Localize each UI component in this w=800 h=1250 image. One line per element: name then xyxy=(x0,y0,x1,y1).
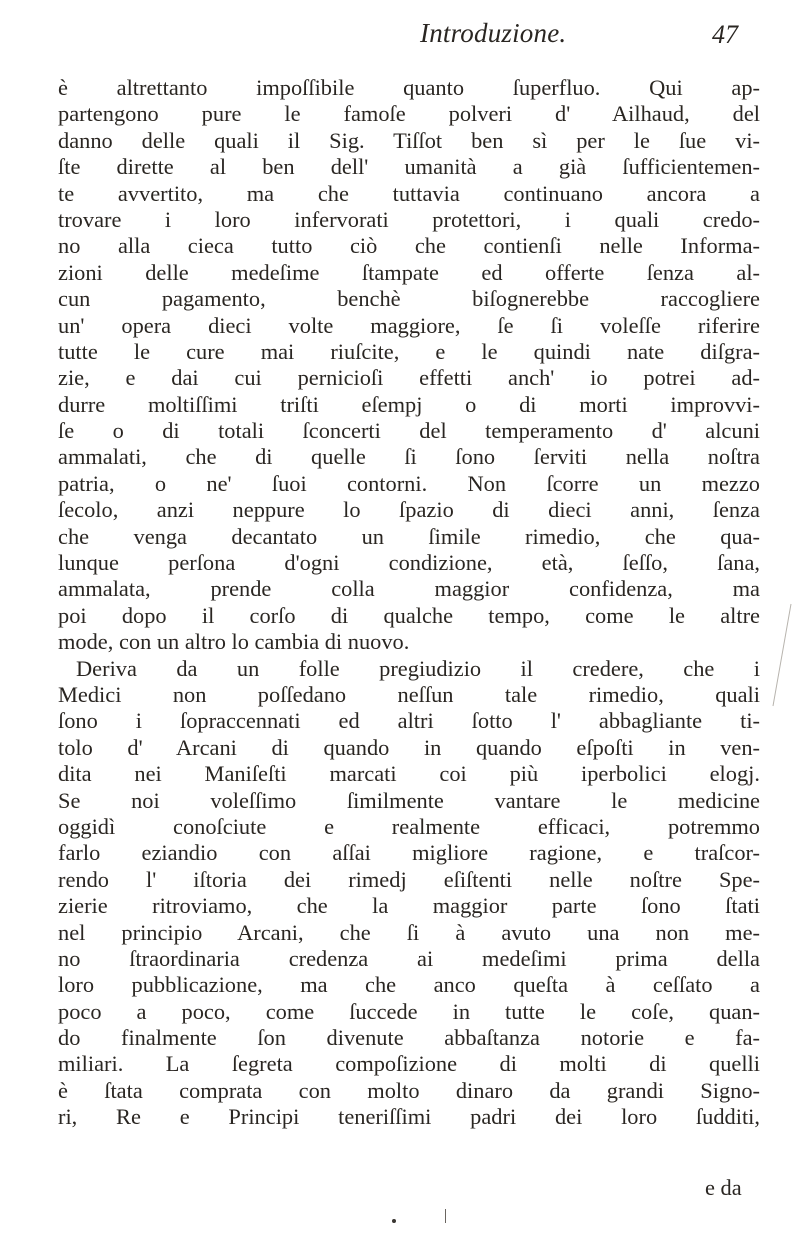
text-line: zie, e dai cui pernicioſi effetti anch' io potrei ad- xyxy=(58,365,760,391)
text-line: ſe o di totali ſconcerti del temperamento d' alcuni xyxy=(58,418,760,444)
text-line: un' opera dieci volte maggiore, ſe ſi voleſſe riferire xyxy=(58,312,760,338)
text-line: danno delle quali il Sig. Tiſſot ben sì per le ſue vi- xyxy=(58,127,760,153)
text-line: miliari. La ſegreta compoſizione di molti di quelli xyxy=(58,1051,760,1077)
ink-spot xyxy=(392,1219,396,1223)
text-line: ammalati, che di quelle ſi ſono ſerviti nella noſtra xyxy=(58,444,760,470)
catchword: e da xyxy=(705,1175,742,1200)
page-header xyxy=(60,8,760,48)
text-line: è ſtata comprata con molto dinaro da grandi Signo- xyxy=(58,1077,760,1103)
text-line: no ſtraordinaria credenza ai medeſimi prima della xyxy=(58,945,760,971)
text-line: nel principio Arcani, che ſi à avuto una non me- xyxy=(58,919,760,945)
page-number: 47 xyxy=(712,20,738,49)
text-line: do finalmente ſon divenute abbaſtanza notorie e fa- xyxy=(58,1025,760,1051)
text-line: Se noi voleſſimo ſimilmente vantare le medicine xyxy=(58,787,760,813)
text-line: farlo eziandio con aſſai migliore ragione, e traſcor- xyxy=(58,840,760,866)
paragraph-start-line: Deriva da un folle pregiudizio il credere, che i xyxy=(76,655,760,681)
text-line: no alla cieca tutto ciò che contienſi nelle Informa- xyxy=(58,233,760,259)
ink-tick xyxy=(445,1209,446,1223)
text-line: te avvertito, ma che tuttavia continuano ancora a xyxy=(58,180,760,206)
text-line: ammalata, prende colla maggior confidenza, ma xyxy=(58,576,760,602)
text-line: ſte dirette al ben dell' umanità a già ſufficientemen- xyxy=(58,154,760,180)
text-line: poco a poco, come ſuccede in tutte le coſe, quan- xyxy=(58,998,760,1024)
text-line: è altrettanto impoſſibile quanto ſuperfluo. Qui ap- xyxy=(58,75,760,100)
text-line: zierie ritroviamo, che la maggior parte ſono ſtati xyxy=(58,893,760,919)
body-text xyxy=(58,75,760,1131)
text-line: Medici non poſſedano neſſun tale rimedio, quali xyxy=(58,681,760,707)
paragraph-end-line: mode, con un altro lo cambia di nuovo. xyxy=(58,629,410,655)
text-line: oggidì conoſciute e realmente efficaci, potremmo xyxy=(58,813,760,839)
text-line: tolo d' Arcani di quando in quando eſpoſti in ven- xyxy=(58,734,760,760)
text-line: lunque perſona d'ogni condizione, età, ſeſſo, ſana, xyxy=(58,550,760,576)
text-line: ſono i ſopraccennati ed altri ſotto l' abbagliante ti- xyxy=(58,708,760,734)
text-line: loro pubblicazione, ma che anco queſta à ceſſato a xyxy=(58,972,760,998)
running-title: Introduzione. xyxy=(420,18,567,48)
text-line: ſecolo, anzi neppure lo ſpazio di dieci anni, ſenza xyxy=(58,497,760,523)
text-line: cun pagamento, benchè biſognerebbe raccogliere xyxy=(58,286,760,312)
pencil-mark xyxy=(765,600,795,710)
text-line: partengono pure le famoſe polveri d' Ailhaud, del xyxy=(58,101,760,127)
text-line: tutte le cure mai riuſcite, e le quindi nate diſgra- xyxy=(58,338,760,364)
text-line: patria, o ne' ſuoi contorni. Non ſcorre un mezzo xyxy=(58,470,760,496)
text-line: poi dopo il corſo di qualche tempo, come le altre xyxy=(58,602,760,628)
text-line: dita nei Maniſeſti marcati coi più iperbolici elogj. xyxy=(58,761,760,787)
text-line: che venga decantato un ſimile rimedio, che qua- xyxy=(58,523,760,549)
text-line: trovare i loro infervorati protettori, i quali credo- xyxy=(58,206,760,232)
text-line: durre moltiſſimi triſti eſempj o di morti improvvi- xyxy=(58,391,760,417)
text-line: zioni delle medeſime ſtampate ed offerte ſenza al- xyxy=(58,259,760,285)
text-line: ri, Re e Principi teneriſſimi padri dei loro ſudditi, xyxy=(58,1104,760,1130)
text-line: rendo l' iſtoria dei rimedj eſiſtenti nelle noſtre Spe- xyxy=(58,866,760,892)
